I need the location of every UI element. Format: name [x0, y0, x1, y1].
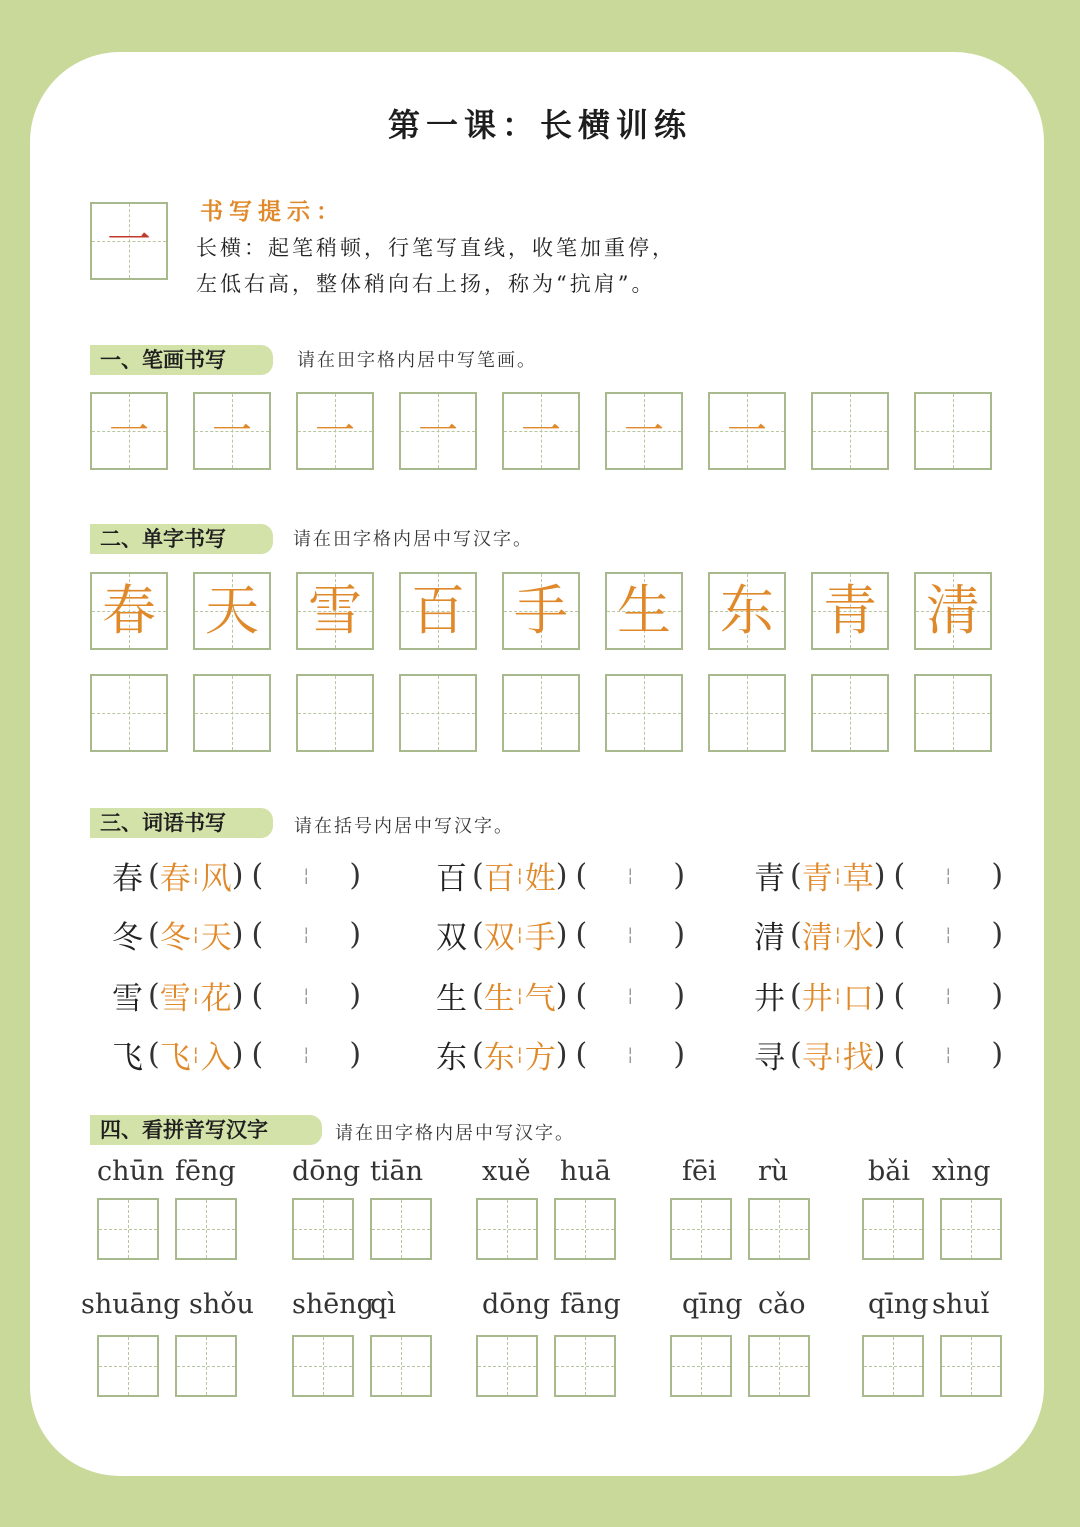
close-paren: ) — [873, 917, 886, 952]
pinyin-label: huā — [560, 1156, 611, 1187]
grid-char: 一 — [418, 408, 458, 454]
pinyin-label: fēi — [682, 1156, 717, 1187]
pinyin-label: bǎi — [868, 1156, 911, 1187]
answer-open-paren[interactable]: ( — [575, 978, 588, 1013]
lead-char: 青 — [754, 861, 785, 897]
lead-char: 双 — [436, 920, 467, 956]
word-char-2: 口 — [842, 981, 874, 1017]
word-char-2: 手 — [524, 920, 556, 956]
pinyin-label: dōng — [292, 1156, 361, 1187]
open-paren: ( — [472, 858, 484, 893]
grid-char: 一 — [315, 408, 355, 454]
answer-close-paren[interactable]: ) — [673, 978, 686, 1013]
word-char-1: 寻 — [801, 1040, 833, 1076]
model-char-box[interactable] — [605, 572, 683, 650]
char-divider: ¦ — [834, 865, 841, 886]
pinyin-label: shuǐ — [932, 1289, 990, 1320]
word-char-2: 姓 — [524, 861, 556, 897]
answer-divider: ¦ — [303, 1044, 310, 1065]
pinyin-answer-box[interactable] — [476, 1198, 538, 1260]
lead-char: 冬 — [112, 920, 143, 956]
practice-char-box[interactable] — [296, 674, 374, 752]
lead-char: 寻 — [754, 1040, 785, 1076]
stroke-practice-box[interactable] — [90, 392, 168, 470]
word-group — [112, 973, 361, 1018]
word-char-1: 清 — [801, 920, 833, 956]
word-group — [436, 912, 685, 957]
stroke-practice-box[interactable] — [811, 392, 889, 470]
tip-line-1: 长横：起笔稍顿，行笔写直线，收笔加重停， — [196, 236, 676, 260]
pinyin-answer-box[interactable] — [97, 1335, 159, 1397]
char-divider: ¦ — [834, 1044, 841, 1065]
lead-char: 雪 — [112, 981, 143, 1017]
word-group — [754, 912, 1003, 957]
pinyin-label: rù — [758, 1156, 789, 1187]
answer-divider: ¦ — [627, 1044, 634, 1065]
stroke-practice-box[interactable] — [708, 392, 786, 470]
stroke-practice-box[interactable] — [502, 392, 580, 470]
grid-char: 一 — [109, 408, 149, 454]
stroke-practice-box[interactable] — [193, 392, 271, 470]
pinyin-answer-box[interactable] — [370, 1335, 432, 1397]
pinyin-answer-box[interactable] — [670, 1198, 732, 1260]
open-paren: ( — [472, 978, 484, 1013]
answer-close-paren[interactable]: ) — [349, 858, 362, 893]
pinyin-label: xuě — [482, 1156, 531, 1187]
section-1-label: 一、笔画书写 — [90, 345, 273, 375]
answer-close-paren[interactable]: ) — [349, 917, 362, 952]
pinyin-label: qīng — [682, 1289, 743, 1320]
word-char-1: 飞 — [159, 1040, 191, 1076]
pinyin-answer-box[interactable] — [175, 1198, 237, 1260]
practice-char-box[interactable] — [605, 674, 683, 752]
answer-open-paren[interactable]: ( — [251, 858, 264, 893]
char-divider: ¦ — [192, 985, 199, 1006]
answer-close-paren[interactable]: ) — [991, 1037, 1004, 1072]
answer-divider: ¦ — [627, 924, 634, 945]
answer-close-paren[interactable]: ) — [991, 917, 1004, 952]
grid-char: 百 — [411, 579, 465, 642]
open-paren: ( — [148, 917, 160, 952]
pinyin-label: cǎo — [758, 1289, 806, 1320]
word-char-1: 双 — [483, 920, 515, 956]
answer-close-paren[interactable]: ) — [673, 1037, 686, 1072]
pinyin-answer-box[interactable] — [97, 1198, 159, 1260]
answer-close-paren[interactable]: ) — [991, 858, 1004, 893]
pinyin-answer-box[interactable] — [175, 1335, 237, 1397]
answer-open-paren[interactable]: ( — [251, 917, 264, 952]
word-group — [436, 1032, 685, 1077]
answer-open-paren[interactable]: ( — [575, 858, 588, 893]
lead-char: 百 — [436, 861, 467, 897]
section-1-instruction: 请在田字格内居中写笔画。 — [297, 350, 537, 371]
grid-char: 一 — [521, 408, 561, 454]
word-char-1: 东 — [483, 1040, 515, 1076]
char-divider: ¦ — [834, 985, 841, 1006]
word-char-1: 青 — [801, 861, 833, 897]
grid-char: 青 — [823, 579, 877, 642]
worksheet-page — [30, 52, 1044, 1476]
grid-char: 清 — [926, 579, 980, 642]
pinyin-label: qīng — [868, 1289, 929, 1320]
answer-close-paren[interactable]: ) — [991, 978, 1004, 1013]
stroke-practice-box[interactable] — [914, 392, 992, 470]
pinyin-answer-box[interactable] — [862, 1335, 924, 1397]
grid-char: 春 — [102, 579, 156, 642]
open-paren: ( — [790, 978, 802, 1013]
practice-char-box[interactable] — [399, 674, 477, 752]
tip-line-2: 左低右高，整体稍向右上扬，称为“抗肩”。 — [196, 272, 656, 296]
answer-divider: ¦ — [945, 985, 952, 1006]
practice-char-box[interactable] — [90, 674, 168, 752]
word-char-2: 找 — [842, 1040, 874, 1076]
close-paren: ) — [231, 917, 244, 952]
answer-divider: ¦ — [303, 924, 310, 945]
answer-close-paren[interactable]: ) — [349, 978, 362, 1013]
word-char-2: 入 — [200, 1040, 232, 1076]
lead-char: 清 — [754, 920, 785, 956]
answer-open-paren[interactable]: ( — [575, 917, 588, 952]
pinyin-answer-box[interactable] — [670, 1335, 732, 1397]
open-paren: ( — [148, 1037, 160, 1072]
lead-char: 春 — [112, 861, 143, 897]
practice-char-box[interactable] — [708, 674, 786, 752]
answer-divider: ¦ — [303, 865, 310, 886]
open-paren: ( — [790, 917, 802, 952]
close-paren: ) — [555, 917, 568, 952]
section-4-instruction: 请在田字格内居中写汉字。 — [335, 1123, 575, 1144]
answer-open-paren[interactable]: ( — [893, 917, 906, 952]
pinyin-label: shēng — [292, 1289, 374, 1320]
word-group — [754, 853, 1003, 898]
stroke-practice-box[interactable] — [605, 392, 683, 470]
word-group — [754, 1032, 1003, 1077]
open-paren: ( — [790, 858, 802, 893]
word-group — [436, 853, 685, 898]
section-2-instruction: 请在田字格内居中写汉字。 — [293, 529, 533, 550]
char-divider: ¦ — [516, 865, 523, 886]
close-paren: ) — [555, 858, 568, 893]
char-divider: ¦ — [192, 865, 199, 886]
practice-char-box[interactable] — [811, 674, 889, 752]
answer-divider: ¦ — [945, 865, 952, 886]
pinyin-answer-box[interactable] — [940, 1335, 1002, 1397]
grid-char: 生 — [617, 579, 671, 642]
pinyin-label: tiān — [370, 1156, 423, 1187]
model-char-box[interactable] — [502, 572, 580, 650]
pinyin-answer-box[interactable] — [554, 1198, 616, 1260]
close-paren: ) — [873, 858, 886, 893]
pinyin-answer-box[interactable] — [292, 1198, 354, 1260]
pinyin-answer-box[interactable] — [370, 1198, 432, 1260]
pinyin-label: xìng — [932, 1156, 991, 1187]
answer-open-paren[interactable]: ( — [251, 978, 264, 1013]
open-paren: ( — [472, 917, 484, 952]
section-4-label: 四、看拼音写汉字 — [90, 1115, 322, 1145]
grid-char: 一 — [212, 408, 252, 454]
word-char-2: 草 — [842, 861, 874, 897]
lead-char: 飞 — [112, 1040, 143, 1076]
word-char-2: 气 — [524, 981, 556, 1017]
answer-open-paren[interactable]: ( — [575, 1037, 588, 1072]
answer-divider: ¦ — [627, 985, 634, 1006]
pinyin-answer-box[interactable] — [940, 1198, 1002, 1260]
char-divider: ¦ — [516, 924, 523, 945]
word-group — [112, 912, 361, 957]
answer-divider: ¦ — [627, 865, 634, 886]
answer-divider: ¦ — [945, 924, 952, 945]
lead-char: 东 — [436, 1040, 467, 1076]
char-divider: ¦ — [516, 1044, 523, 1065]
answer-close-paren[interactable]: ) — [349, 1037, 362, 1072]
answer-open-paren[interactable]: ( — [251, 1037, 264, 1072]
pinyin-answer-box[interactable] — [748, 1198, 810, 1260]
section-2-label: 二、单字书写 — [90, 524, 273, 554]
pinyin-label: fēng — [175, 1156, 236, 1187]
grid-char: 雪 — [308, 579, 362, 642]
practice-char-box[interactable] — [914, 674, 992, 752]
tip-heading: 书写提示： — [200, 198, 345, 225]
pinyin-label: dōng — [482, 1289, 551, 1320]
lead-char: 生 — [436, 981, 467, 1017]
close-paren: ) — [231, 858, 244, 893]
model-char-box[interactable] — [90, 572, 168, 650]
stroke-practice-box[interactable] — [399, 392, 477, 470]
close-paren: ) — [555, 978, 568, 1013]
pinyin-answer-box[interactable] — [748, 1335, 810, 1397]
pinyin-label: shǒu — [189, 1289, 254, 1320]
close-paren: ) — [555, 1037, 568, 1072]
close-paren: ) — [231, 978, 244, 1013]
lesson-title: 第一课：长横训练 — [387, 106, 692, 144]
pinyin-label: shuāng — [81, 1289, 181, 1320]
demo-stroke-box — [90, 202, 168, 280]
model-char-box[interactable] — [399, 572, 477, 650]
section-3-instruction: 请在括号内居中写汉字。 — [294, 816, 514, 837]
word-char-1: 冬 — [159, 920, 191, 956]
close-paren: ) — [873, 978, 886, 1013]
word-group — [754, 973, 1003, 1018]
model-char-box[interactable] — [914, 572, 992, 650]
practice-char-box[interactable] — [502, 674, 580, 752]
pinyin-answer-box[interactable] — [554, 1335, 616, 1397]
answer-close-paren[interactable]: ) — [673, 858, 686, 893]
pinyin-label: chūn — [97, 1156, 165, 1187]
answer-divider: ¦ — [945, 1044, 952, 1065]
pinyin-answer-box[interactable] — [862, 1198, 924, 1260]
answer-open-paren[interactable]: ( — [893, 978, 906, 1013]
practice-char-box[interactable] — [193, 674, 271, 752]
word-group — [112, 1032, 361, 1077]
lead-char: 井 — [754, 981, 785, 1017]
word-group — [112, 853, 361, 898]
close-paren: ) — [873, 1037, 886, 1072]
word-char-2: 水 — [842, 920, 874, 956]
answer-open-paren[interactable]: ( — [893, 1037, 906, 1072]
model-char-box[interactable] — [708, 572, 786, 650]
answer-close-paren[interactable]: ) — [673, 917, 686, 952]
char-divider: ¦ — [834, 924, 841, 945]
section-3-label: 三、词语书写 — [90, 808, 273, 838]
char-divider: ¦ — [516, 985, 523, 1006]
word-char-2: 风 — [200, 861, 232, 897]
grid-char: 手 — [514, 579, 568, 642]
pinyin-label: fāng — [560, 1289, 621, 1320]
word-char-1: 井 — [801, 981, 833, 1017]
word-char-1: 雪 — [159, 981, 191, 1017]
word-char-2: 花 — [200, 981, 232, 1017]
answer-open-paren[interactable]: ( — [893, 858, 906, 893]
grid-char: 一 — [624, 408, 664, 454]
word-char-2: 天 — [200, 920, 232, 956]
model-char-box[interactable] — [193, 572, 271, 650]
model-char-box[interactable] — [296, 572, 374, 650]
open-paren: ( — [148, 858, 160, 893]
grid-char: 东 — [720, 579, 774, 642]
open-paren: ( — [790, 1037, 802, 1072]
answer-divider: ¦ — [303, 985, 310, 1006]
pinyin-answer-box[interactable] — [476, 1335, 538, 1397]
grid-char: 天 — [205, 579, 259, 642]
close-paren: ) — [231, 1037, 244, 1072]
open-paren: ( — [472, 1037, 484, 1072]
word-char-2: 方 — [524, 1040, 556, 1076]
model-char-box[interactable] — [811, 572, 889, 650]
pinyin-label: qì — [370, 1289, 396, 1320]
char-divider: ¦ — [192, 924, 199, 945]
word-char-1: 春 — [159, 861, 191, 897]
word-char-1: 生 — [483, 981, 515, 1017]
pinyin-answer-box[interactable] — [292, 1335, 354, 1397]
word-group — [436, 973, 685, 1018]
stroke-practice-box[interactable] — [296, 392, 374, 470]
demo-stroke-char: 一 — [107, 215, 151, 266]
grid-char: 一 — [727, 408, 767, 454]
open-paren: ( — [148, 978, 160, 1013]
word-char-1: 百 — [483, 861, 515, 897]
char-divider: ¦ — [192, 1044, 199, 1065]
